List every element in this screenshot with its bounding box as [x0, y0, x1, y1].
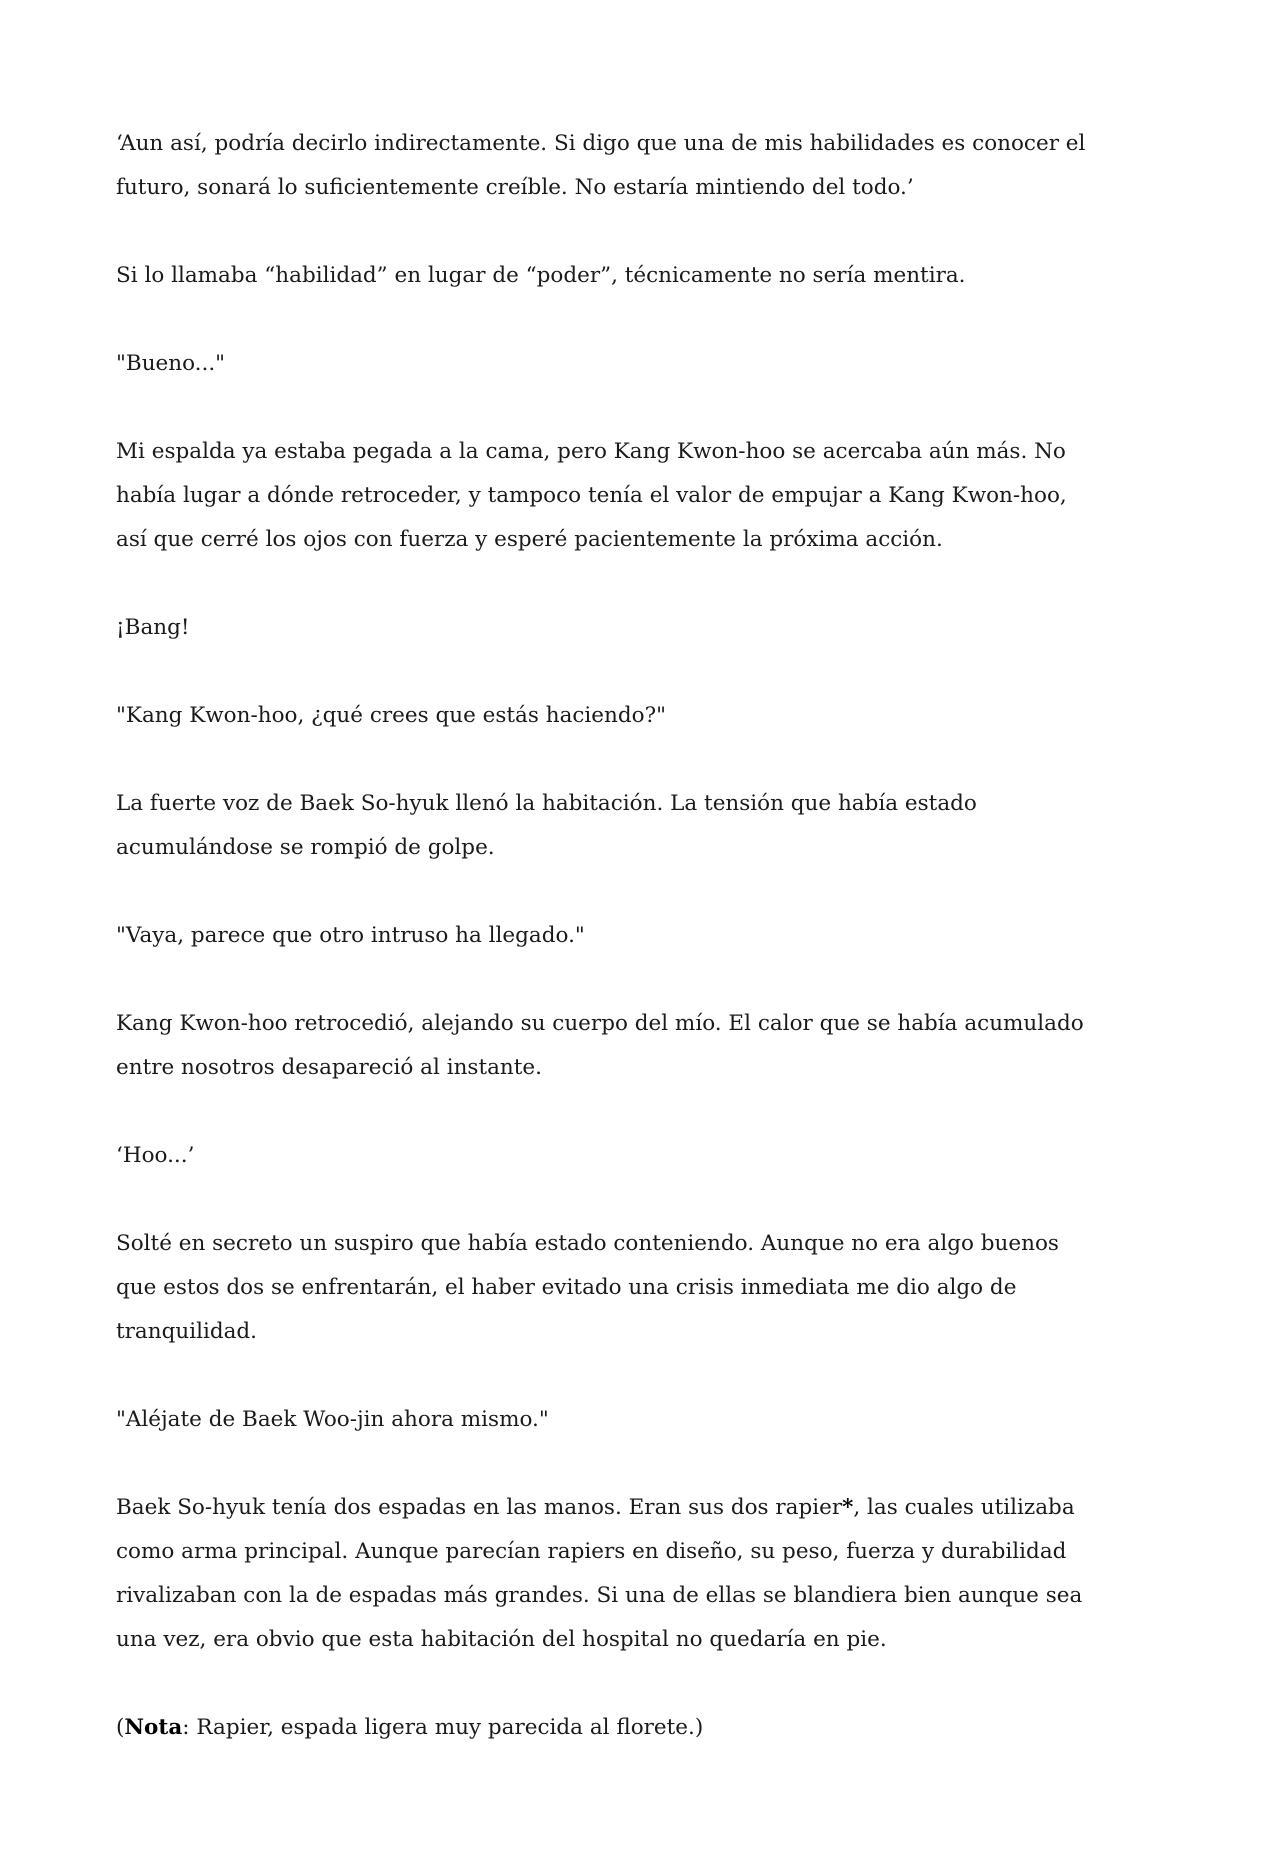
text-line: ‘Aun así, podría decirlo indirectamente. Si digo que una de mis habilidades es conocer el [116, 131, 1086, 156]
text-line: ‘Hoo...’ [116, 1143, 195, 1168]
footnote-line [116, 1706, 1176, 1750]
text-line: La fuerte voz de Baek So-hyuk llenó la habitación. La tensión que había estado [116, 791, 977, 816]
text-line: una vez, era obvio que esta habitación del hospital no quedaría en pie. [116, 1627, 887, 1652]
paragraph [116, 1222, 1176, 1354]
text-line: así que cerré los ojos con fuerza y esperé pacientemente la próxima acción. [116, 527, 943, 552]
paragraph [116, 782, 1176, 870]
paragraph [116, 1398, 1176, 1442]
text-line: acumulándose se rompió de golpe. [116, 835, 495, 860]
footnote-label: Nota [124, 1715, 183, 1740]
footnote-asterisk: * [842, 1495, 854, 1520]
text-line: entre nosotros desapareció al instante. [116, 1055, 542, 1080]
text-line: había lugar a dónde retroceder, y tampoco tenía el valor de empujar a Kang Kwon-hoo, [116, 483, 1067, 508]
paragraph [116, 430, 1176, 562]
paragraph [116, 694, 1176, 738]
text-line: como arma principal. Aunque parecían rapiers en diseño, su peso, fuerza y durabilidad [116, 1539, 1067, 1564]
paragraph [116, 122, 1176, 210]
footnote-text: : Rapier, espada ligera muy parecida al florete.) [182, 1715, 704, 1740]
text-fragment: , las cuales utilizaba [853, 1495, 1075, 1520]
text-line: Si lo llamaba “habilidad” en lugar de “poder”, técnicamente no sería mentira. [116, 263, 966, 288]
text-line: ¡Bang! [116, 615, 190, 640]
text-line: Mi espalda ya estaba pegada a la cama, pero Kang Kwon-hoo se acercaba aún más. No [116, 439, 1066, 464]
text-line: "Bueno..." [116, 351, 226, 376]
text-line: "Aléjate de Baek Woo-jin ahora mismo." [116, 1407, 549, 1432]
text-line: futuro, sonará lo suficientemente creíble. No estaría mintiendo del todo.’ [116, 175, 914, 200]
footnote-open: ( [116, 1715, 125, 1740]
paragraph [116, 1002, 1176, 1090]
paragraph [116, 1134, 1176, 1178]
text-line: rivalizaban con la de espadas más grandes. Si una de ellas se blandiera bien aunque sea [116, 1583, 1083, 1608]
paragraph [116, 914, 1176, 958]
text-line: tranquilidad. [116, 1319, 257, 1344]
footnote [116, 1706, 1176, 1750]
document-body [116, 122, 1176, 1794]
text-line: "Vaya, parece que otro intruso ha llegado." [116, 923, 585, 948]
paragraph [116, 606, 1176, 650]
paragraph [116, 1486, 1176, 1662]
paragraph [116, 254, 1176, 298]
paragraph [116, 342, 1176, 386]
text-line: "Kang Kwon-hoo, ¿qué crees que estás haciendo?" [116, 703, 666, 728]
text-line: Baek So-hyuk tenía dos espadas en las manos. Eran sus dos rapier*, las cuales utilizaba [116, 1495, 1075, 1520]
text-line: Solté en secreto un suspiro que había estado conteniendo. Aunque no era algo buenos [116, 1231, 1059, 1256]
text-line: que estos dos se enfrentarán, el haber evitado una crisis inmediata me dio algo de [116, 1275, 1017, 1300]
text-line: Kang Kwon-hoo retrocedió, alejando su cuerpo del mío. El calor que se había acumulado [116, 1011, 1084, 1036]
